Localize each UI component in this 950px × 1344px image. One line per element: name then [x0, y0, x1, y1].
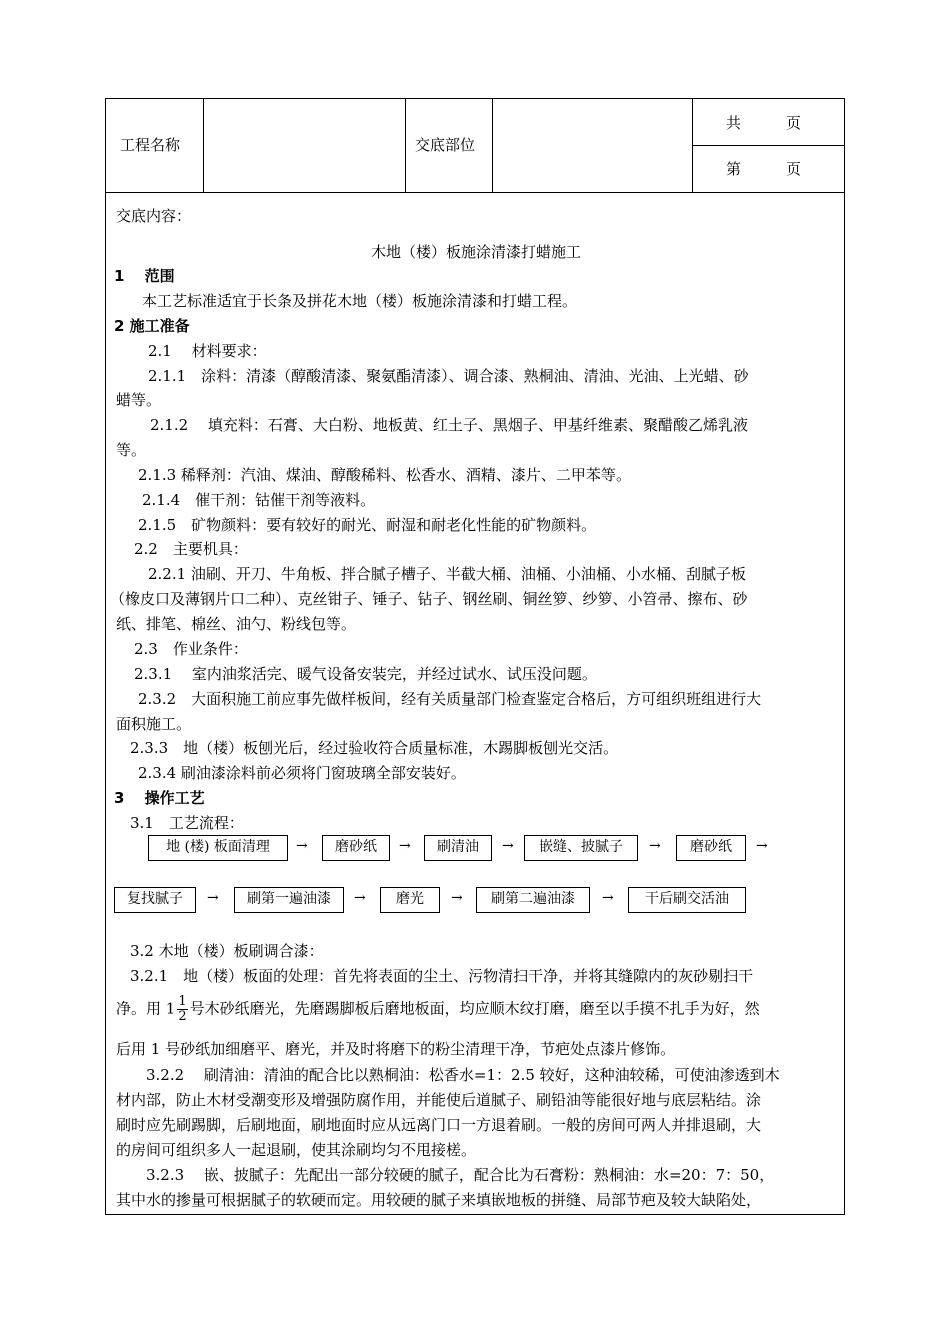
total-pages-label: 共 页: [726, 114, 802, 132]
paragraph-line: 2.2.1 油刷、开刀、牛角板、拌合腻子槽子、半截大桶、油桶、小油桶、小水桶、刮腻子板: [148, 565, 746, 583]
arrow-right-icon: →: [756, 838, 768, 854]
flow-step: 复找腻子: [114, 887, 196, 913]
paragraph-line: 2.1.1 涂料：清漆（醇酸清漆、聚氨酯清漆）、调合漆、熟桐油、清油、光油、上光蜡、砂: [148, 367, 749, 385]
paragraph-line: 本工艺标准适宜于长条及拼花木地（楼）板施涂清漆和打蜡工程。: [142, 292, 578, 310]
paragraph-line: 3.2.3 嵌、披腻子：先配出一部分较硬的腻子，配合比为石膏粉：熟桐油：水=20：7：50，: [146, 1166, 775, 1184]
section-heading: 1 范围: [114, 267, 175, 285]
paragraph-line: （橡皮口及薄钢片口二种）、克丝钳子、锤子、钻子、钢丝刷、铜丝箩、纱箩、小笤帚、擦布、砂: [110, 590, 748, 608]
subsection-heading: 2.3 作业条件：: [134, 640, 248, 658]
paragraph-line: 纸、排笔、棉丝、油勺、粉线包等。: [116, 615, 357, 633]
paragraph-line: 的房间可组织多人一起退刷，使其涂刷均匀不甩接槎。: [116, 1141, 477, 1159]
flow-step: 干后刷交活油: [628, 887, 746, 913]
header-table: [106, 99, 844, 193]
paragraph-line: 2.1.4 催干剂：钴催干剂等液料。: [142, 491, 376, 509]
flow-step: 磨砂纸: [676, 835, 746, 861]
fraction-numerator: 1: [178, 994, 187, 1009]
text-run: 净。用 1: [116, 999, 176, 1018]
arrow-right-icon: →: [502, 838, 514, 854]
arrow-right-icon: →: [296, 838, 308, 854]
location-label: 交底部位: [415, 136, 476, 154]
paragraph-line: 3.2.2 刷清油：清油的配合比以熟桐油：松香水=1：2.5 较好，这种油较稀，可使油渗透到木: [146, 1066, 780, 1084]
subsection-heading: 3.2 木地（楼）板刷调合漆：: [130, 942, 324, 960]
flow-step: 磨光: [380, 887, 440, 913]
paragraph-line: 其中水的掺量可根据腻子的软硬而定。用较硬的腻子来填嵌地板的拼缝、局部节疤及较大缺陷处，: [116, 1191, 762, 1209]
section-heading: 2 施工准备: [114, 317, 190, 335]
divider: [405, 99, 406, 192]
paragraph-line: [116, 995, 760, 1024]
subsection-heading: 2.1 材料要求：: [148, 342, 267, 360]
subsection-heading: 2.2 主要机具：: [134, 540, 248, 558]
project-name-label: 工程名称: [120, 136, 181, 154]
form-frame: [105, 98, 845, 1215]
section-heading: 3 操作工艺: [114, 789, 205, 807]
arrow-right-icon: →: [399, 838, 411, 854]
divider: [692, 145, 844, 146]
paragraph-line: 2.1.3 稀释剂：汽油、煤油、醇酸稀料、松香水、酒精、漆片、二甲苯等。: [138, 466, 631, 484]
flow-step: 刷第一遍油漆: [234, 887, 344, 913]
arrow-right-icon: →: [207, 890, 219, 906]
divider: [492, 99, 493, 192]
flow-step: 磨砂纸: [322, 835, 390, 861]
arrow-right-icon: →: [451, 890, 463, 906]
flow-step: 地 (楼) 板面清理: [148, 835, 288, 861]
paragraph-line: 2.1.2 填充料：石膏、大白粉、地板黄、红土子、黑烟子、甲基纤维素、聚醋酸乙烯乳液: [150, 416, 748, 434]
intro-label: 交底内容：: [116, 207, 192, 225]
paragraph-line: 蜡等。: [116, 391, 162, 409]
divider: [203, 99, 204, 192]
arrow-right-icon: →: [649, 838, 661, 854]
flow-step: 刷第二遍油漆: [476, 887, 590, 913]
paragraph-line: 材内部，防止木材受潮变形及增强防腐作用，并能使后道腻子、刷铅油等能很好地与底层粘结。涂: [116, 1091, 762, 1109]
paragraph-line: 后用 1 号砂纸加细磨平、磨光，并及时将磨下的粉尘清理干净，节疤处点漆片修饰。: [116, 1040, 676, 1058]
paragraph-line: 2.3.4 刷油漆涂料前必须将门窗玻璃全部安装好。: [138, 764, 466, 782]
paragraph-line: 面积施工。: [116, 715, 192, 733]
paragraph-line: 3.2.1 地（楼）板面的处理：首先将表面的尘土、污物清扫干净，并将其缝隙内的灰砂剔扫干: [130, 967, 754, 985]
arrow-right-icon: →: [354, 890, 366, 906]
paragraph-line: 2.3.2 大面积施工前应事先做样板间，经有关质量部门检查鉴定合格后，方可组织班组进行大: [138, 690, 762, 708]
paragraph-line: 等。: [116, 441, 147, 459]
paragraph-line: 刷时应先刷踢脚，后刷地面，刷地面时应从远离门口一方退着刷。一般的房间可两人并排退刷，大: [116, 1116, 762, 1134]
flow-step: 刷清油: [424, 835, 492, 861]
doc-title: 木地（楼）板施涂清漆打蜡施工: [370, 243, 581, 261]
flow-step: 嵌缝、披腻子: [524, 835, 638, 861]
page-number-label: 第 页: [726, 160, 802, 178]
paragraph-line: 2.3.1 室内油浆活完、暖气设备安装完，并经过试水、试压没问题。: [134, 665, 597, 683]
paragraph-line: 2.1.5 矿物颜料：要有较好的耐光、耐湿和耐老化性能的矿物颜料。: [138, 516, 597, 534]
paragraph-line: 2.3.3 地（楼）板刨光后，经过验收符合质量标准，木踢脚板刨光交活。: [130, 739, 619, 757]
subsection-heading: 3.1 工艺流程：: [130, 814, 244, 832]
fraction-denominator: 2: [178, 1009, 187, 1024]
arrow-right-icon: →: [602, 890, 614, 906]
fraction: [177, 995, 187, 1024]
text-run: 号木砂纸磨光，先磨踢脚板后磨地板面，均应顺木纹打磨，磨至以手摸不扎手为好，然: [189, 999, 760, 1018]
